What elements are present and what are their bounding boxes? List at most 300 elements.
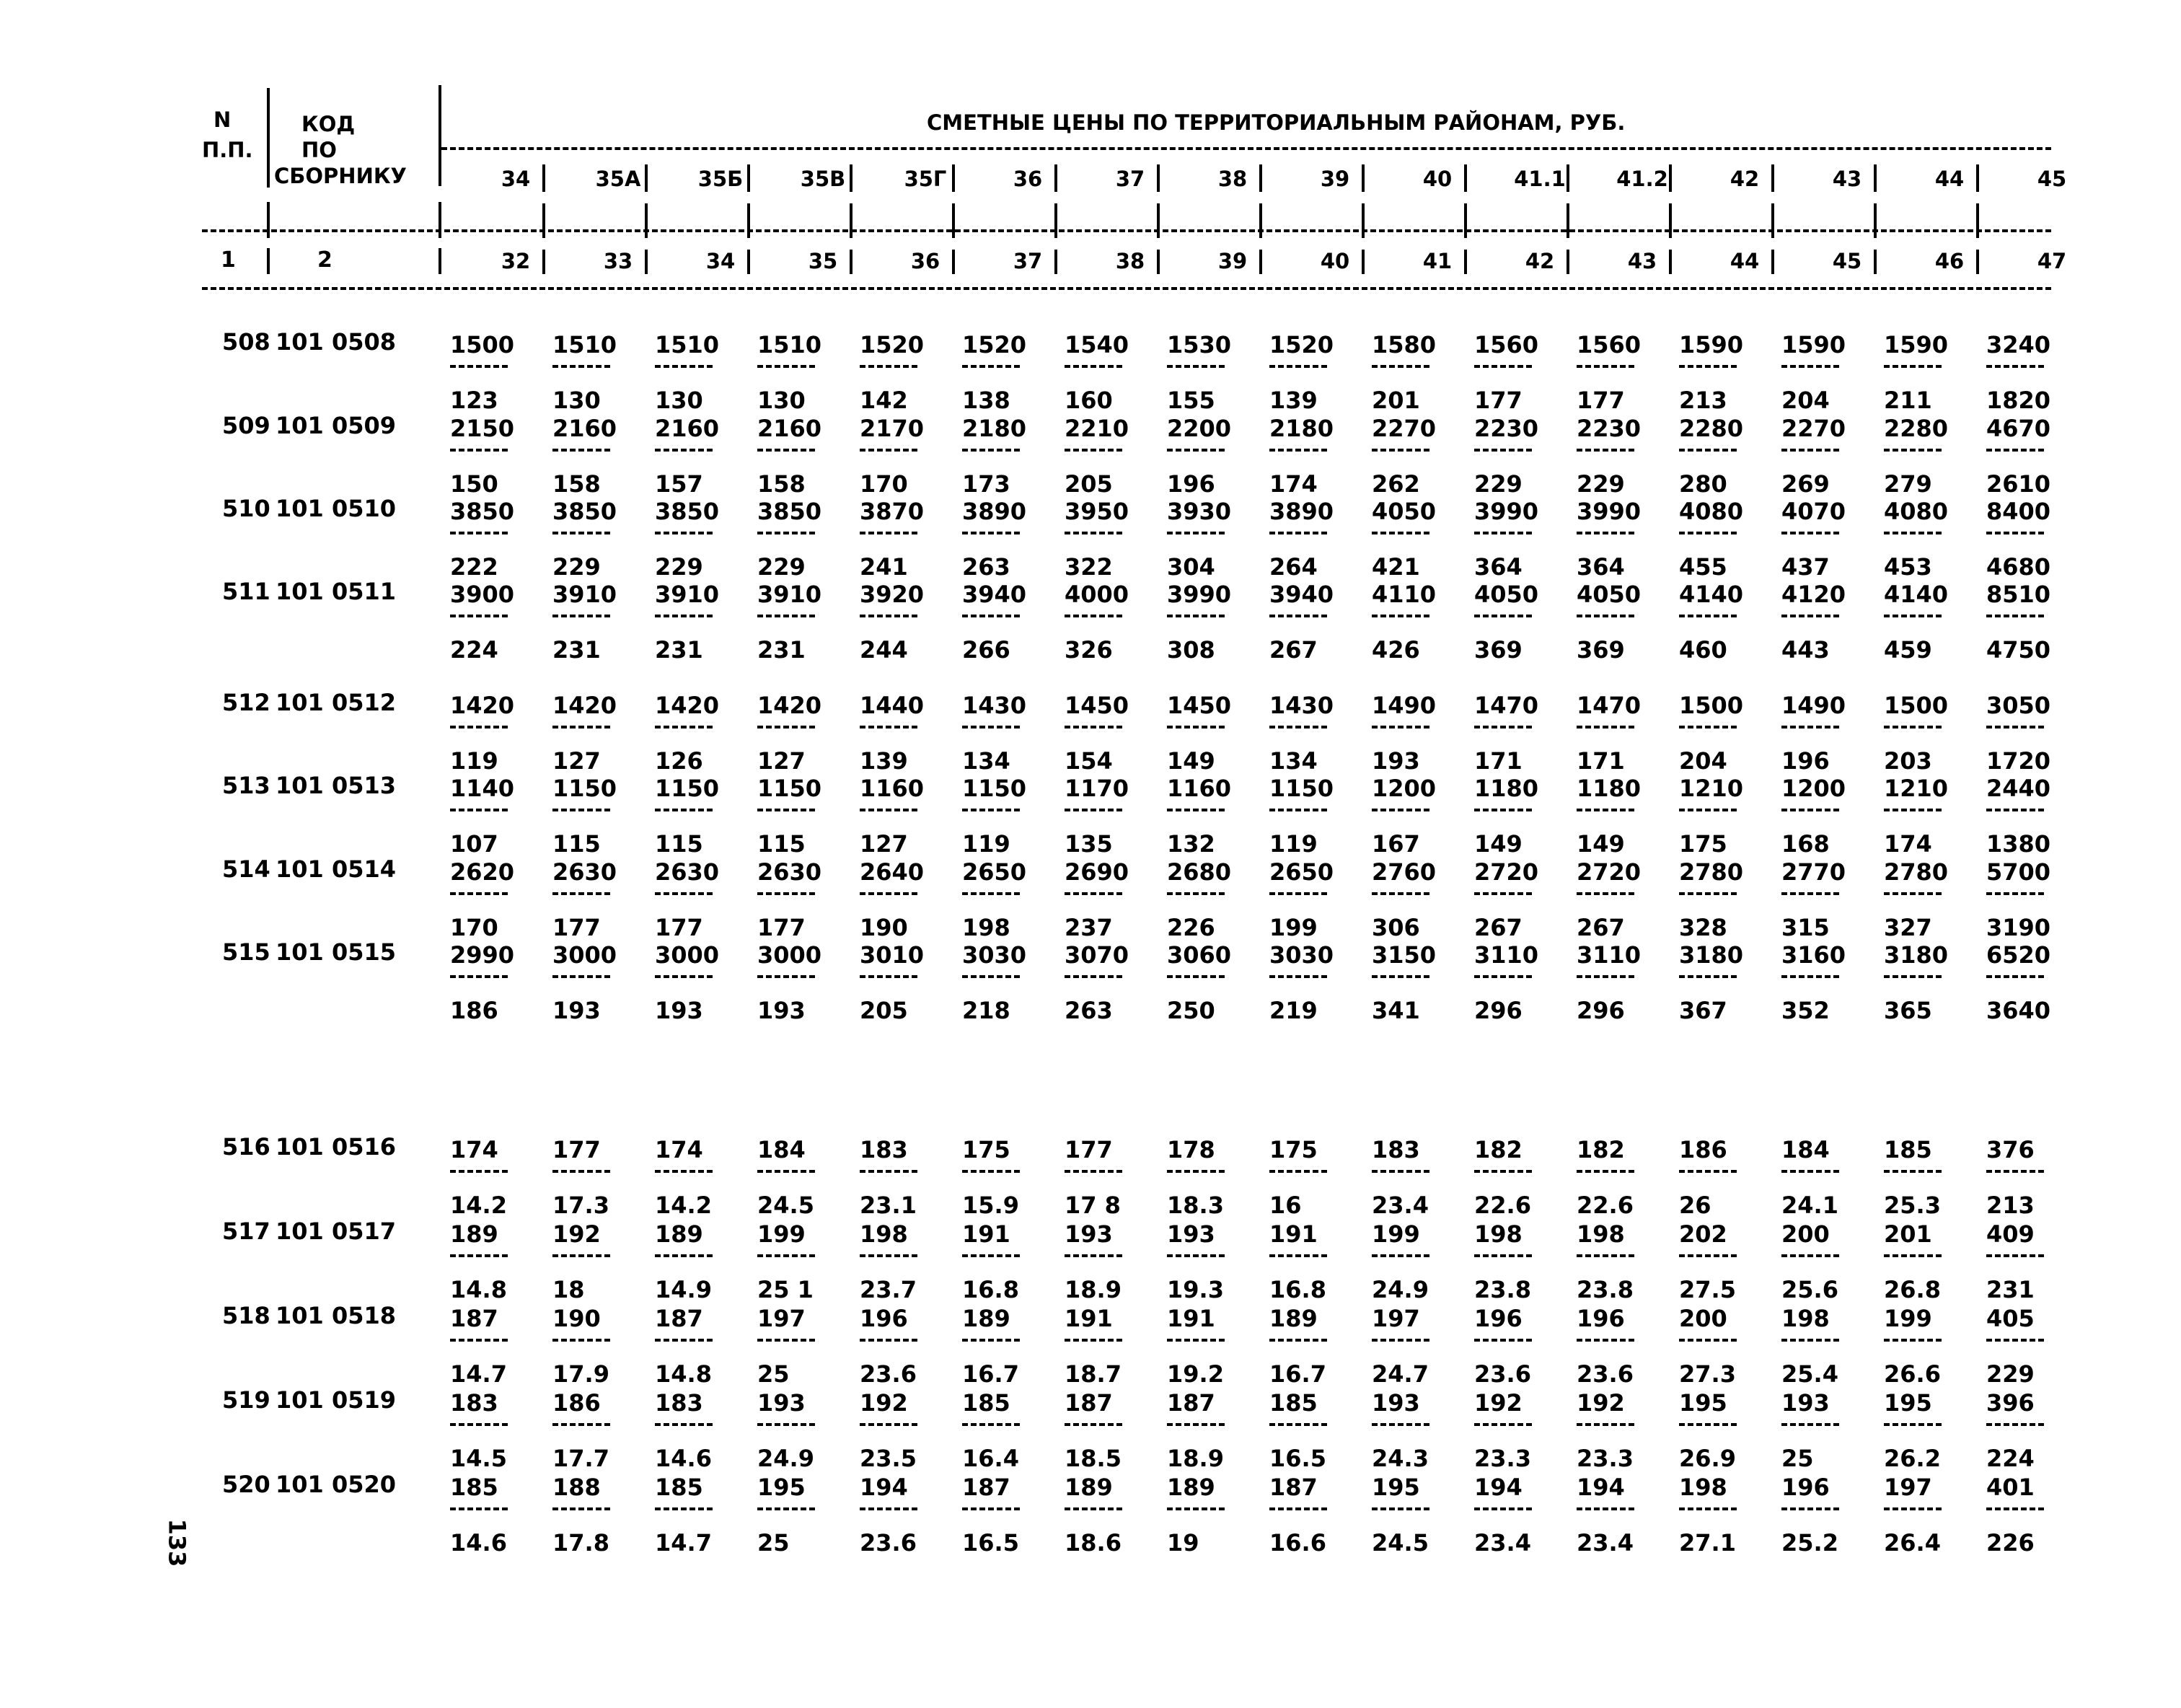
price-value: 396 <box>1986 1389 2035 1417</box>
price-value: 189 <box>655 1220 703 1248</box>
fraction-bar <box>962 365 1020 368</box>
price-value: 3940 <box>962 581 1027 608</box>
fraction-bar <box>1679 1339 1737 1342</box>
price-value-sub: 269 <box>1781 470 1830 498</box>
row-number: 511 <box>222 578 270 605</box>
fraction-bar <box>1986 1423 2044 1426</box>
fraction-bar <box>1986 975 2044 978</box>
header-rule-2c <box>439 248 441 274</box>
fraction-bar <box>552 892 610 895</box>
price-value: 2680 <box>1167 858 1232 886</box>
price-value: 187 <box>1269 1474 1318 1501</box>
price-value: 2650 <box>962 858 1027 886</box>
price-value-sub: 132 <box>1167 830 1215 858</box>
district-separator-10-1 <box>1567 203 1569 238</box>
price-value-sub: 119 <box>962 830 1010 858</box>
price-value: 3910 <box>552 581 617 608</box>
price-value-sub: 23.4 <box>1474 1529 1531 1557</box>
fraction-bar <box>1679 1423 1737 1426</box>
district-number-12: 44 <box>1730 249 1760 273</box>
fraction-bar <box>1372 726 1429 728</box>
price-value: 2150 <box>450 415 515 442</box>
price-value-sub: 16.7 <box>1269 1360 1326 1388</box>
price-value-sub: 130 <box>757 387 806 414</box>
price-value-sub: 170 <box>860 470 908 498</box>
price-value-sub: 14.7 <box>450 1360 507 1388</box>
fraction-bar <box>757 975 815 978</box>
price-value: 197 <box>1372 1305 1420 1332</box>
fraction-bar <box>1269 1254 1327 1257</box>
fraction-bar <box>1167 1339 1225 1342</box>
fraction-bar <box>962 1423 1020 1426</box>
fraction-bar <box>1884 809 1942 811</box>
row-number: 512 <box>222 689 270 716</box>
price-value: 1590 <box>1781 331 1846 358</box>
row-code: 101 0512 <box>276 689 396 716</box>
price-value: 198 <box>1474 1220 1523 1248</box>
price-value-sub: 25.4 <box>1781 1360 1838 1388</box>
price-value-sub: 267 <box>1474 914 1523 941</box>
price-value-sub: 25 <box>757 1360 790 1388</box>
price-value: 2620 <box>450 858 515 886</box>
price-value-sub: 237 <box>1065 914 1113 941</box>
fraction-bar <box>1679 1507 1737 1510</box>
fraction-bar <box>552 1170 610 1173</box>
row-number: 516 <box>222 1133 270 1161</box>
price-value: 1450 <box>1065 692 1129 719</box>
price-value-sub: 127 <box>757 747 806 775</box>
district-separator-5-1 <box>1054 203 1057 238</box>
price-value: 4140 <box>1884 581 1949 608</box>
price-value: 2160 <box>552 415 617 442</box>
price-value-sub: 364 <box>1474 553 1523 581</box>
price-value: 3010 <box>860 941 925 969</box>
price-value-sub: 306 <box>1372 914 1420 941</box>
price-value: 2230 <box>1474 415 1539 442</box>
price-value-sub: 3190 <box>1986 914 2051 941</box>
fraction-bar <box>757 532 815 534</box>
price-value-sub: 219 <box>1269 997 1318 1024</box>
fraction-bar <box>1474 1254 1532 1257</box>
price-value: 1470 <box>1577 692 1642 719</box>
price-value: 2690 <box>1065 858 1129 886</box>
price-value-sub: 262 <box>1372 470 1420 498</box>
fraction-bar <box>757 892 815 895</box>
col2-header-po: ПО <box>301 138 337 162</box>
fraction-bar <box>962 449 1020 452</box>
fraction-bar <box>1474 1170 1532 1173</box>
fraction-bar <box>1781 726 1839 728</box>
price-value: 189 <box>1167 1474 1215 1501</box>
row-number: 513 <box>222 772 270 799</box>
fraction-bar <box>1167 1170 1225 1173</box>
price-value: 177 <box>1065 1136 1113 1163</box>
row-number: 514 <box>222 855 270 883</box>
price-value: 196 <box>860 1305 908 1332</box>
price-value-sub: 23.6 <box>860 1529 917 1557</box>
fraction-bar <box>1269 1339 1327 1342</box>
price-value: 184 <box>1781 1136 1830 1163</box>
price-value: 1520 <box>1269 331 1334 358</box>
fraction-bar <box>1065 809 1122 811</box>
price-value-sub: 18.6 <box>1065 1529 1122 1557</box>
price-value-sub: 231 <box>757 636 806 664</box>
fraction-bar <box>1065 892 1122 895</box>
district-separator-14-1 <box>1976 203 1979 238</box>
price-value: 195 <box>1679 1389 1727 1417</box>
price-value-sub: 22.6 <box>1577 1192 1634 1219</box>
price-value: 3060 <box>1167 941 1232 969</box>
price-value: 1150 <box>757 775 822 802</box>
price-value: 197 <box>757 1305 806 1332</box>
price-value: 3030 <box>1269 941 1334 969</box>
price-value-sub: 328 <box>1679 914 1727 941</box>
price-value-sub: 168 <box>1781 830 1830 858</box>
fraction-bar <box>655 892 713 895</box>
price-value: 3930 <box>1167 498 1232 525</box>
fraction-bar <box>860 1254 917 1257</box>
price-value: 2770 <box>1781 858 1846 886</box>
fraction-bar <box>552 532 610 534</box>
price-value-sub: 158 <box>757 470 806 498</box>
price-value: 3910 <box>655 581 720 608</box>
district-number-7: 39 <box>1217 249 1248 273</box>
price-value: 3000 <box>552 941 617 969</box>
price-value: 1430 <box>962 692 1027 719</box>
district-separator-12-2 <box>1771 250 1774 274</box>
fraction-bar <box>1577 809 1634 811</box>
price-value: 1440 <box>860 692 925 719</box>
price-value-sub: 426 <box>1372 636 1420 664</box>
fraction-bar <box>450 726 508 728</box>
price-value-sub: 127 <box>860 830 908 858</box>
price-value-sub: 193 <box>757 997 806 1024</box>
fraction-bar <box>552 449 610 452</box>
price-value: 1430 <box>1269 692 1334 719</box>
row-number: 520 <box>222 1471 270 1498</box>
fraction-bar <box>1065 1423 1122 1426</box>
price-value: 201 <box>1884 1220 1932 1248</box>
fraction-bar <box>1372 449 1429 452</box>
price-value: 401 <box>1986 1474 2035 1501</box>
price-value: 2440 <box>1986 775 2051 802</box>
fraction-bar <box>860 1507 917 1510</box>
fraction-bar <box>655 365 713 368</box>
price-value-sub: 16 <box>1269 1192 1302 1219</box>
price-value: 190 <box>552 1305 601 1332</box>
price-value-sub: 160 <box>1065 387 1113 414</box>
fraction-bar <box>552 1507 610 1510</box>
price-value-sub: 14.5 <box>450 1445 507 1472</box>
price-value-sub: 226 <box>1167 914 1215 941</box>
row-number: 509 <box>222 412 270 439</box>
price-value: 1160 <box>860 775 925 802</box>
price-value-sub: 205 <box>860 997 908 1024</box>
district-number-11: 43 <box>1627 249 1657 273</box>
fraction-bar <box>1986 365 2044 368</box>
price-value: 193 <box>1781 1389 1830 1417</box>
price-value-sub: 14.7 <box>655 1529 712 1557</box>
fraction-bar <box>1884 975 1942 978</box>
price-value-sub: 135 <box>1065 830 1113 858</box>
fraction-bar <box>757 1423 815 1426</box>
price-value: 405 <box>1986 1305 2035 1332</box>
price-value: 5700 <box>1986 858 2051 886</box>
fraction-bar <box>450 809 508 811</box>
fraction-bar <box>1065 615 1122 617</box>
fraction-bar <box>1781 975 1839 978</box>
price-value: 3110 <box>1577 941 1642 969</box>
header-rule-1b <box>267 202 270 238</box>
fraction-bar <box>1986 532 2044 534</box>
district-header-11: 41.2 <box>1616 167 1668 191</box>
price-value-sub: 229 <box>1986 1360 2035 1388</box>
fraction-bar <box>1986 809 2044 811</box>
price-value-sub: 279 <box>1884 470 1932 498</box>
fraction-bar <box>450 1254 508 1257</box>
price-value-sub: 154 <box>1065 747 1113 775</box>
price-value: 185 <box>962 1389 1010 1417</box>
fraction-bar <box>1474 615 1532 617</box>
price-value-sub: 24.5 <box>757 1192 814 1219</box>
price-value: 2180 <box>962 415 1027 442</box>
fraction-bar <box>1474 892 1532 895</box>
price-value-sub: 17 8 <box>1065 1192 1121 1219</box>
price-value: 195 <box>757 1474 806 1501</box>
price-value-sub: 267 <box>1577 914 1625 941</box>
price-value-sub: 18 <box>552 1276 585 1303</box>
fraction-bar <box>1884 1254 1942 1257</box>
price-value-sub: 173 <box>962 470 1010 498</box>
price-value-sub: 107 <box>450 830 498 858</box>
header-rule-2b <box>439 202 441 238</box>
fraction-bar <box>552 726 610 728</box>
price-value: 3950 <box>1065 498 1129 525</box>
price-value: 4050 <box>1577 581 1642 608</box>
price-value: 3030 <box>962 941 1027 969</box>
price-value: 193 <box>1372 1389 1420 1417</box>
district-separator-5-2 <box>1054 250 1057 274</box>
price-value-sub: 25.2 <box>1781 1529 1838 1557</box>
price-value-sub: 19 <box>1167 1529 1199 1557</box>
district-separator-4-0 <box>952 164 955 192</box>
fraction-bar <box>1781 809 1839 811</box>
fraction-bar <box>860 726 917 728</box>
price-value-sub: 193 <box>655 997 703 1024</box>
fraction-bar <box>1679 892 1737 895</box>
fraction-bar <box>1577 1170 1634 1173</box>
fraction-bar <box>450 975 508 978</box>
price-value-sub: 17.7 <box>552 1445 609 1472</box>
price-value: 1170 <box>1065 775 1129 802</box>
fraction-bar <box>1065 975 1122 978</box>
price-value: 3150 <box>1372 941 1437 969</box>
header-divider-top <box>441 147 2051 150</box>
price-value: 3900 <box>450 581 515 608</box>
price-value-sub: 23.1 <box>860 1192 917 1219</box>
price-value-sub: 134 <box>962 747 1010 775</box>
fraction-bar <box>1167 1423 1225 1426</box>
price-value-sub: 27.3 <box>1679 1360 1736 1388</box>
fraction-bar <box>1986 1170 2044 1173</box>
price-value: 1420 <box>757 692 822 719</box>
row-code: 101 0509 <box>276 412 396 439</box>
fraction-bar <box>1679 1170 1737 1173</box>
price-value: 3850 <box>655 498 720 525</box>
price-value: 4110 <box>1372 581 1437 608</box>
fraction-bar <box>1986 449 2044 452</box>
fraction-bar <box>1065 449 1122 452</box>
price-value-sub: 16.4 <box>962 1445 1019 1472</box>
fraction-bar <box>1474 975 1532 978</box>
row-number: 519 <box>222 1386 270 1414</box>
price-value-sub: 23.8 <box>1577 1276 1634 1303</box>
header-rule-2 <box>439 85 441 186</box>
price-value: 409 <box>1986 1220 2035 1248</box>
fraction-bar <box>1474 1339 1532 1342</box>
district-separator-11-0 <box>1669 164 1672 192</box>
fraction-bar <box>962 532 1020 534</box>
price-value: 185 <box>1269 1389 1318 1417</box>
col1-header-n: N <box>213 107 232 132</box>
fraction-bar <box>1065 532 1122 534</box>
price-value: 2630 <box>655 858 720 886</box>
fraction-bar <box>1679 975 1737 978</box>
price-value-sub: 23.4 <box>1372 1192 1429 1219</box>
price-value: 2200 <box>1167 415 1232 442</box>
price-value-sub: 123 <box>450 387 498 414</box>
district-separator-8-2 <box>1362 250 1365 274</box>
fraction-bar <box>860 892 917 895</box>
price-value: 196 <box>1474 1305 1523 1332</box>
price-value-sub: 14.6 <box>450 1529 507 1557</box>
price-value-sub: 115 <box>655 830 703 858</box>
row-code: 101 0519 <box>276 1386 396 1414</box>
fraction-bar <box>1679 809 1737 811</box>
district-separator-4-1 <box>952 203 955 238</box>
price-value-sub: 25.6 <box>1781 1276 1838 1303</box>
price-value: 1500 <box>450 331 515 358</box>
fraction-bar <box>1884 365 1942 368</box>
price-value-sub: 250 <box>1167 997 1215 1024</box>
price-value-sub: 213 <box>1986 1192 2035 1219</box>
district-header-0: 34 <box>501 167 531 191</box>
price-value-sub: 25 <box>757 1529 790 1557</box>
fraction-bar <box>655 1339 713 1342</box>
price-value: 1420 <box>552 692 617 719</box>
table-title: СМЕТНЫЕ ЦЕНЫ ПО ТЕРРИТОРИАЛЬНЫМ РАЙОНАМ, РУБ. <box>927 110 1626 135</box>
fraction-bar <box>757 809 815 811</box>
price-value-sub: 177 <box>1577 387 1625 414</box>
price-value-sub: 26 <box>1679 1192 1711 1219</box>
fraction-bar <box>1986 1507 2044 1510</box>
price-value: 1560 <box>1577 331 1642 358</box>
fraction-bar <box>1372 532 1429 534</box>
fraction-bar <box>1474 532 1532 534</box>
price-value: 1150 <box>655 775 720 802</box>
district-header-10: 41.1 <box>1514 167 1566 191</box>
fraction-bar <box>1781 1254 1839 1257</box>
price-value: 1520 <box>860 331 925 358</box>
price-value: 2170 <box>860 415 925 442</box>
price-value: 376 <box>1986 1136 2035 1163</box>
price-value-sub: 177 <box>552 914 601 941</box>
price-value-sub: 327 <box>1884 914 1932 941</box>
price-value-sub: 229 <box>552 553 601 581</box>
col2-header-sbornik: СБОРНИКУ <box>274 164 407 188</box>
header-divider-bottom <box>202 287 2051 290</box>
district-separator-11-1 <box>1669 203 1672 238</box>
district-separator-2-2 <box>747 250 750 274</box>
fraction-bar <box>1781 365 1839 368</box>
price-value: 8510 <box>1986 581 2051 608</box>
price-value: 183 <box>450 1389 498 1417</box>
price-value: 2280 <box>1884 415 1949 442</box>
fraction-bar <box>1577 449 1634 452</box>
price-value-sub: 203 <box>1884 747 1932 775</box>
price-value: 191 <box>1167 1305 1215 1332</box>
price-value: 189 <box>450 1220 498 1248</box>
fraction-bar <box>1269 892 1327 895</box>
fraction-bar <box>450 615 508 617</box>
fraction-bar <box>1269 365 1327 368</box>
price-value-sub: 155 <box>1167 387 1215 414</box>
price-value-sub: 201 <box>1372 387 1420 414</box>
price-value: 3920 <box>860 581 925 608</box>
price-value-sub: 264 <box>1269 553 1318 581</box>
price-value-sub: 16.5 <box>1269 1445 1326 1472</box>
district-separator-0-2 <box>542 250 545 274</box>
fraction-bar <box>1679 1254 1737 1257</box>
price-value: 192 <box>1474 1389 1523 1417</box>
price-value-sub: 226 <box>1986 1529 2035 1557</box>
district-separator-6-0 <box>1157 164 1160 192</box>
fraction-bar <box>1986 726 2044 728</box>
price-value: 3990 <box>1577 498 1642 525</box>
fraction-bar <box>552 1339 610 1342</box>
price-value: 1150 <box>552 775 617 802</box>
price-value: 174 <box>450 1136 498 1163</box>
price-value: 1160 <box>1167 775 1232 802</box>
price-value: 193 <box>1065 1220 1113 1248</box>
price-value-sub: 25.3 <box>1884 1192 1941 1219</box>
price-value: 3000 <box>757 941 822 969</box>
price-value-sub: 138 <box>962 387 1010 414</box>
fraction-bar <box>1884 1170 1942 1173</box>
price-value-sub: 14.9 <box>655 1276 712 1303</box>
col2-header-code: КОД <box>301 112 356 136</box>
fraction-bar <box>860 1170 917 1173</box>
fraction-bar <box>860 809 917 811</box>
fraction-bar <box>1474 1423 1532 1426</box>
price-value-sub: 23.7 <box>860 1276 917 1303</box>
fraction-bar <box>1474 809 1532 811</box>
fraction-bar <box>1884 532 1942 534</box>
fraction-bar <box>1679 532 1737 534</box>
price-value: 1540 <box>1065 331 1129 358</box>
price-value: 2230 <box>1577 415 1642 442</box>
price-value-sub: 174 <box>1269 470 1318 498</box>
price-value: 191 <box>1269 1220 1318 1248</box>
price-value: 1180 <box>1577 775 1642 802</box>
fraction-bar <box>655 726 713 728</box>
price-value: 182 <box>1474 1136 1523 1163</box>
fraction-bar <box>962 1254 1020 1257</box>
fraction-bar <box>860 365 917 368</box>
price-value-sub: 244 <box>860 636 908 664</box>
price-value-sub: 19.2 <box>1167 1360 1224 1388</box>
district-separator-6-2 <box>1157 250 1160 274</box>
